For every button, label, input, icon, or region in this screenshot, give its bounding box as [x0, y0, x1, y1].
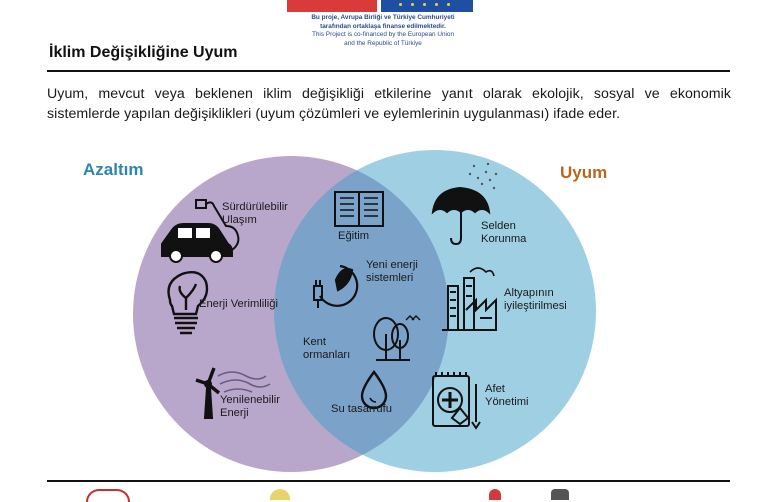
energy-efficiency-label: Enerji Verimliliği	[199, 298, 278, 310]
infrastructure-improvement-label: Altyapının iyileştirilmesi	[504, 287, 567, 312]
renewable-energy-label: Yenilenebilir Enerji	[220, 394, 280, 419]
new-energy-systems-label: Yeni enerji sistemleri	[366, 259, 418, 284]
credit-line-1: Bu proje, Avrupa Birliği ve Türkiye Cumhuriyeti	[311, 14, 455, 21]
mitigation-title: Azaltım	[83, 160, 144, 179]
footer-logo-ministry	[86, 489, 130, 502]
flood-protection-label: Selden Korunma	[481, 220, 527, 245]
credit-line-2: tarafından ortaklaşa finanse edilmektedir.	[320, 22, 446, 30]
footer-logo-red	[489, 489, 501, 500]
education-label: Eğitim	[338, 230, 370, 242]
intro-line-2: sistemlerde yapılan değişiklikleri (uyum çözümleri ve eylemlerinin uygulanması) ifade eder.	[47, 106, 621, 122]
footer-logo-dark	[551, 489, 569, 500]
footer-divider	[47, 480, 730, 482]
credit-line-3: This Project is co-financed by the European Union	[311, 31, 455, 39]
page-title: İklim Değişikliğine Uyum	[49, 44, 238, 61]
intro-line-1: Uyum, mevcut veya beklenen iklim değişikliği etkilerine yanıt olarak ekolojik, sosyal ve ekonomik	[47, 86, 731, 102]
urban-forests-label: Kent ormanları	[303, 336, 351, 361]
credit-line-4: and the Republic of Türkiye	[344, 39, 422, 47]
water-saving-label: Su tasarrufu	[331, 403, 392, 415]
sustainable-transport-label: Sürdürülebilir Ulaşım	[222, 201, 288, 226]
adaptation-title: Uyum	[560, 163, 608, 182]
disaster-management-label: Afet Yönetimi	[485, 383, 529, 408]
